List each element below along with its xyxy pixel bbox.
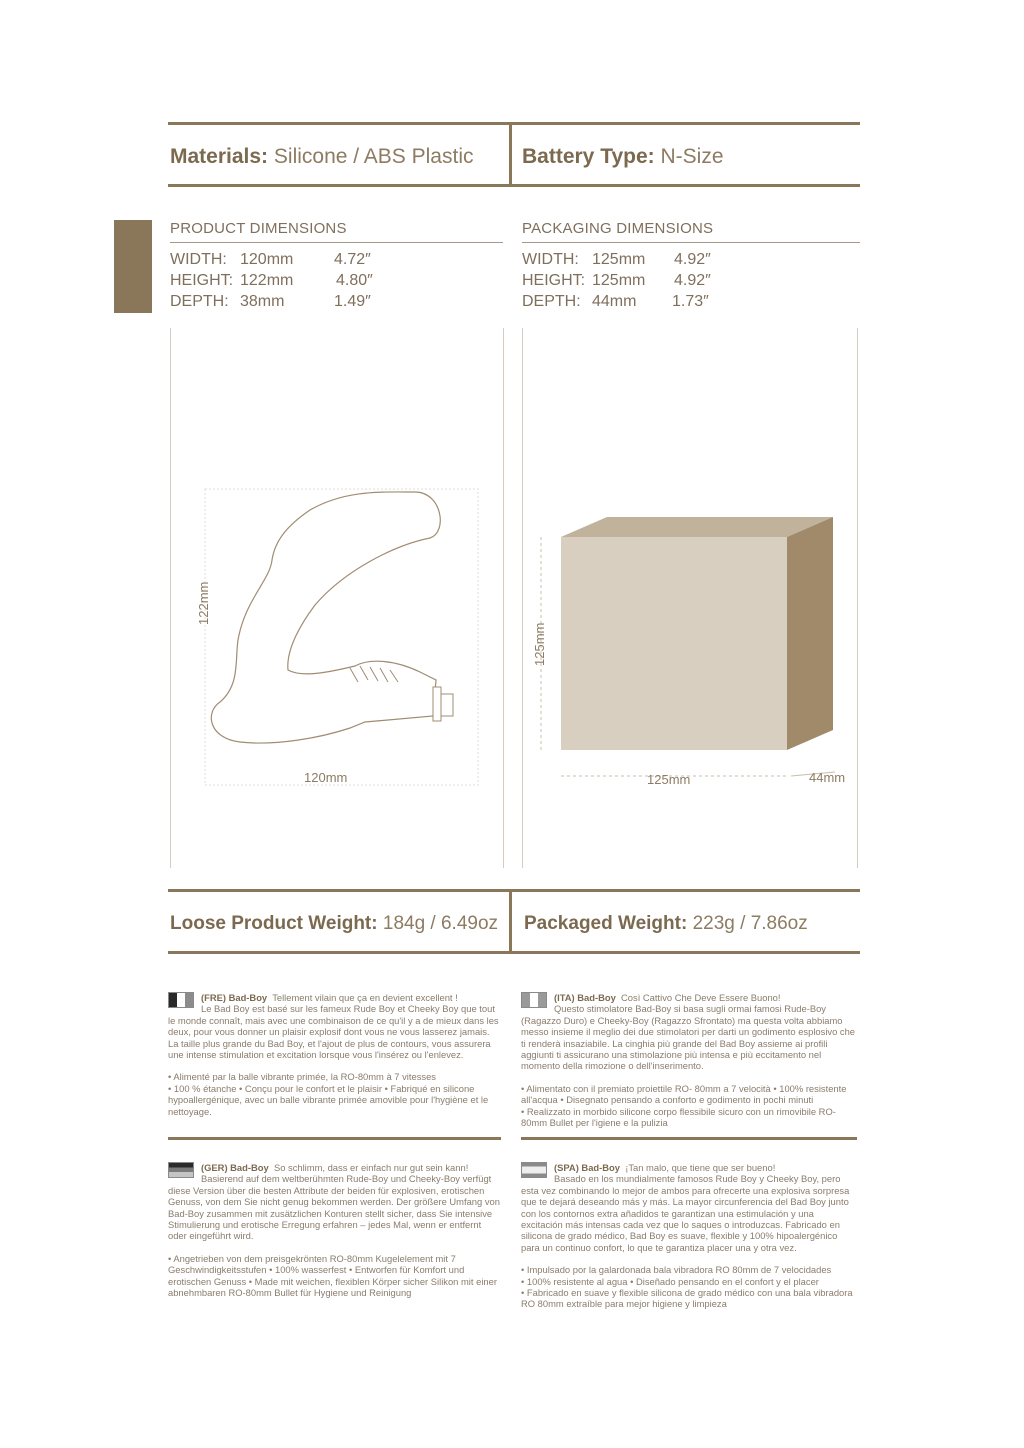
product-diagram xyxy=(190,480,490,800)
dim-in: 1.49″ xyxy=(334,293,371,310)
package-height-label: 125mm xyxy=(532,622,547,666)
weight-rule-top xyxy=(168,889,860,892)
top-rule xyxy=(168,122,860,125)
ger-bullet: • Angetrieben von dem preisgekrönten RO-80mm Kugelelement mit 7 Geschwindigkeitsstufen • 100% wasserfest • Entworfen für Komfort und erotischen Genuss • Made mit weichen, flexiblen Körper sicher Silikon mit einer abnehmbaren RO-80mm Bullet für Hygiene und Reinigung xyxy=(168,1252,497,1299)
ita-paragraph: Questo stimolatore Bad-Boy si basa sugli ormai famosi Rude-Boy (Ragazzo Duro) e Cheeky-Boy (Ragazzo Sfrontato) ma questa volta abbiamo messo insieme il meglio dei due stimolatori per darti un godimento esplosivo che ti renderà insaziabile. La cinghia più grande del Bad Boy assieme ai profili aggiunti ti assicurano una stimolazione più intensa e più eccitamento nel momento della rimozione o dell'inserimento. xyxy=(521,1003,856,1072)
spa-bullet: • Fabricado en suave y flexible silicona de grado médico con una bala vibradora RO 80mm extraíble para mejor higiene y limpieza xyxy=(521,1287,853,1310)
materials-spec xyxy=(170,145,473,169)
materials-label: Materials: xyxy=(170,145,269,168)
dim-label: HEIGHT: xyxy=(522,272,586,289)
fre-rule xyxy=(168,1137,501,1140)
top-rule-bottom xyxy=(168,184,860,187)
product-ridges xyxy=(350,666,398,682)
product-dimensions-rule xyxy=(170,242,503,243)
diagram-frame-mid-a xyxy=(503,328,504,868)
diagram-frame-mid-b xyxy=(522,328,523,868)
spa-title: (SPA) Bad-Boy xyxy=(554,1162,620,1173)
bullet-cap xyxy=(441,694,453,716)
dim-label: WIDTH: xyxy=(522,251,579,268)
ita-bullet: • Alimentato con il premiato proiettile RO- 80mm a 7 velocità • 100% resistente all'acqua • Disegnato pensando a conforto e godimento in pochi minuti xyxy=(521,1082,847,1106)
dim-in: 4.92″ xyxy=(674,272,711,289)
dim-in: 4.92″ xyxy=(674,251,711,268)
fre-bullet: • Alimenté par la balle vibrante primée, la RO-80mm à 7 vitesses xyxy=(168,1071,436,1083)
loose-weight-spec xyxy=(170,913,498,935)
side-accent-block xyxy=(114,220,152,313)
ita-text-block xyxy=(521,992,858,1128)
weight-rule-bottom xyxy=(168,951,860,954)
diagram-frame-left xyxy=(170,328,171,868)
loose-weight-value: 184g / 6.49oz xyxy=(382,913,499,934)
product-dim-row xyxy=(170,272,490,293)
packaged-weight-spec xyxy=(524,913,808,935)
dim-label: DEPTH: xyxy=(522,293,581,310)
ger-tagline: So schlimm, dass er einfach nur gut sein kann! xyxy=(273,1162,469,1173)
ita-tagline: Così Cattivo Che Deve Essere Buono! xyxy=(621,992,781,1003)
packaged-weight-value: 223g / 7.86oz xyxy=(692,913,808,934)
battery-spec xyxy=(522,145,724,169)
package-depth-label: 44mm xyxy=(809,770,846,785)
package-width-label: 125mm xyxy=(647,772,691,787)
dim-mm: 120mm xyxy=(240,251,294,268)
spec-divider xyxy=(509,124,512,186)
ita-bullet: • Realizzato in morbido silicone corpo flessibile sicuro con un rimovibile RO-80mm Bullet per l'igiene e la pulizia xyxy=(521,1105,836,1129)
spa-tagline: ¡Tan malo, que tiene que ser bueno! xyxy=(625,1162,776,1173)
dim-mm: 122mm xyxy=(240,272,294,289)
dim-label: DEPTH: xyxy=(170,293,229,310)
ger-title: (GER) Bad-Boy xyxy=(201,1162,269,1173)
fre-tagline: Tellement vilain que ça en devient excellent ! xyxy=(272,992,458,1003)
ger-paragraph: Basierend auf dem weltberühmten Rude-Boy und Cheeky-Boy verfügt diese Version über die besten Attribute der beiden für explosiven, erotischen Genuss, von dem Sie nicht genug bekommen werden. Der größere Umfang von Bad-Boy zusammen mit zusätzlichen Konturen stellt sicher, dass Sie intensive Stimulierung und erotische Erregung erfahren – jedes Mal, wenn er entfernt oder eingeführt wird. xyxy=(168,1173,500,1242)
package-diagram xyxy=(535,510,855,800)
spa-paragraph: Basado en los mundialmente famosos Rude Boy y Cheeky Boy, pero esta vez combinando lo mejor de ambos para ofrecerte una explosiva sorpresa que te dejará deseando más y más. La mayor circunferencia del Bad Boy junto con los contornos extra añadidos te garantizan una estimulación y una excitación más intensas cada vez que lo saques o introduzcas. Fabricado en silicona de grado médico, Bad Boy es suave, flexible y 100% hipoalergénico para un continuo confort, lo que te garantiza placer una y otra vez. xyxy=(521,1173,850,1253)
spa-text-block xyxy=(521,1162,858,1310)
product-height-label: 122mm xyxy=(196,581,211,625)
fre-paragraph: Le Bad Boy est basé sur les fameux Rude Boy et Cheeky Boy que tout le monde connaît, mais avec une combinaison de ce qu'il y a de mieux dans les deux, pour vous donner un plaisir explosif dont vous ne vous lasserez jamais. La taille plus grande du Bad Boy, et l'ajout de plus de contours, vous assurera une intense stimulation et excitation lorsque vous l'insérez ou l'enlevez. xyxy=(168,1003,499,1061)
diagram-frame-right xyxy=(857,328,858,868)
packaging-dim-row xyxy=(522,251,842,272)
spa-bullet: • 100% resistente al agua • Diseñado pensando en el confort y el placer xyxy=(521,1275,819,1287)
packaging-dim-row xyxy=(522,272,842,293)
product-dim-row xyxy=(170,293,490,314)
battery-label: Battery Type: xyxy=(522,145,655,168)
product-outline xyxy=(211,492,440,743)
dim-mm: 125mm xyxy=(592,251,646,268)
box-side-face xyxy=(787,517,833,750)
fre-bullet: • 100 % étanche • Conçu pour le confort et le plaisir • Fabriqué en silicone hypoallergénique, avec un balle vibrante primée amovible pour l'hygiène et le nettoyage. xyxy=(168,1082,489,1117)
product-dimensions-title: PRODUCT DIMENSIONS xyxy=(170,220,347,237)
packaging-dimensions-title: PACKAGING DIMENSIONS xyxy=(522,220,714,237)
fre-text-block xyxy=(168,992,502,1117)
dim-mm: 38mm xyxy=(240,293,285,310)
packaging-dimensions-rule xyxy=(522,242,860,243)
dim-in: 4.80″ xyxy=(336,272,373,289)
fre-title: (FRE) Bad-Boy xyxy=(201,992,268,1003)
spa-bullet: • Impulsado por la galardonada bala vibradora RO 80mm de 7 velocidades xyxy=(521,1264,832,1276)
product-width-label: 120mm xyxy=(304,770,348,785)
bullet-collar xyxy=(433,687,441,721)
battery-value: N-Size xyxy=(660,145,724,168)
ita-rule xyxy=(521,1137,857,1140)
ger-text-block xyxy=(168,1162,502,1298)
box-front-face xyxy=(561,537,787,750)
packaging-dim-row xyxy=(522,293,842,314)
dim-label: WIDTH: xyxy=(170,251,227,268)
dim-mm: 44mm xyxy=(592,293,637,310)
ita-title: (ITA) Bad-Boy xyxy=(554,992,616,1003)
packaged-weight-label: Packaged Weight: xyxy=(524,913,688,934)
materials-value: Silicone / ABS Plastic xyxy=(273,145,474,168)
dim-in: 4.72″ xyxy=(334,251,371,268)
product-dim-row xyxy=(170,251,490,272)
dim-in: 1.73″ xyxy=(672,293,709,310)
loose-weight-label: Loose Product Weight: xyxy=(170,913,378,934)
dim-label: HEIGHT: xyxy=(170,272,234,289)
box-top-face xyxy=(561,517,833,537)
dim-mm: 125mm xyxy=(592,272,646,289)
weight-divider xyxy=(509,891,512,953)
